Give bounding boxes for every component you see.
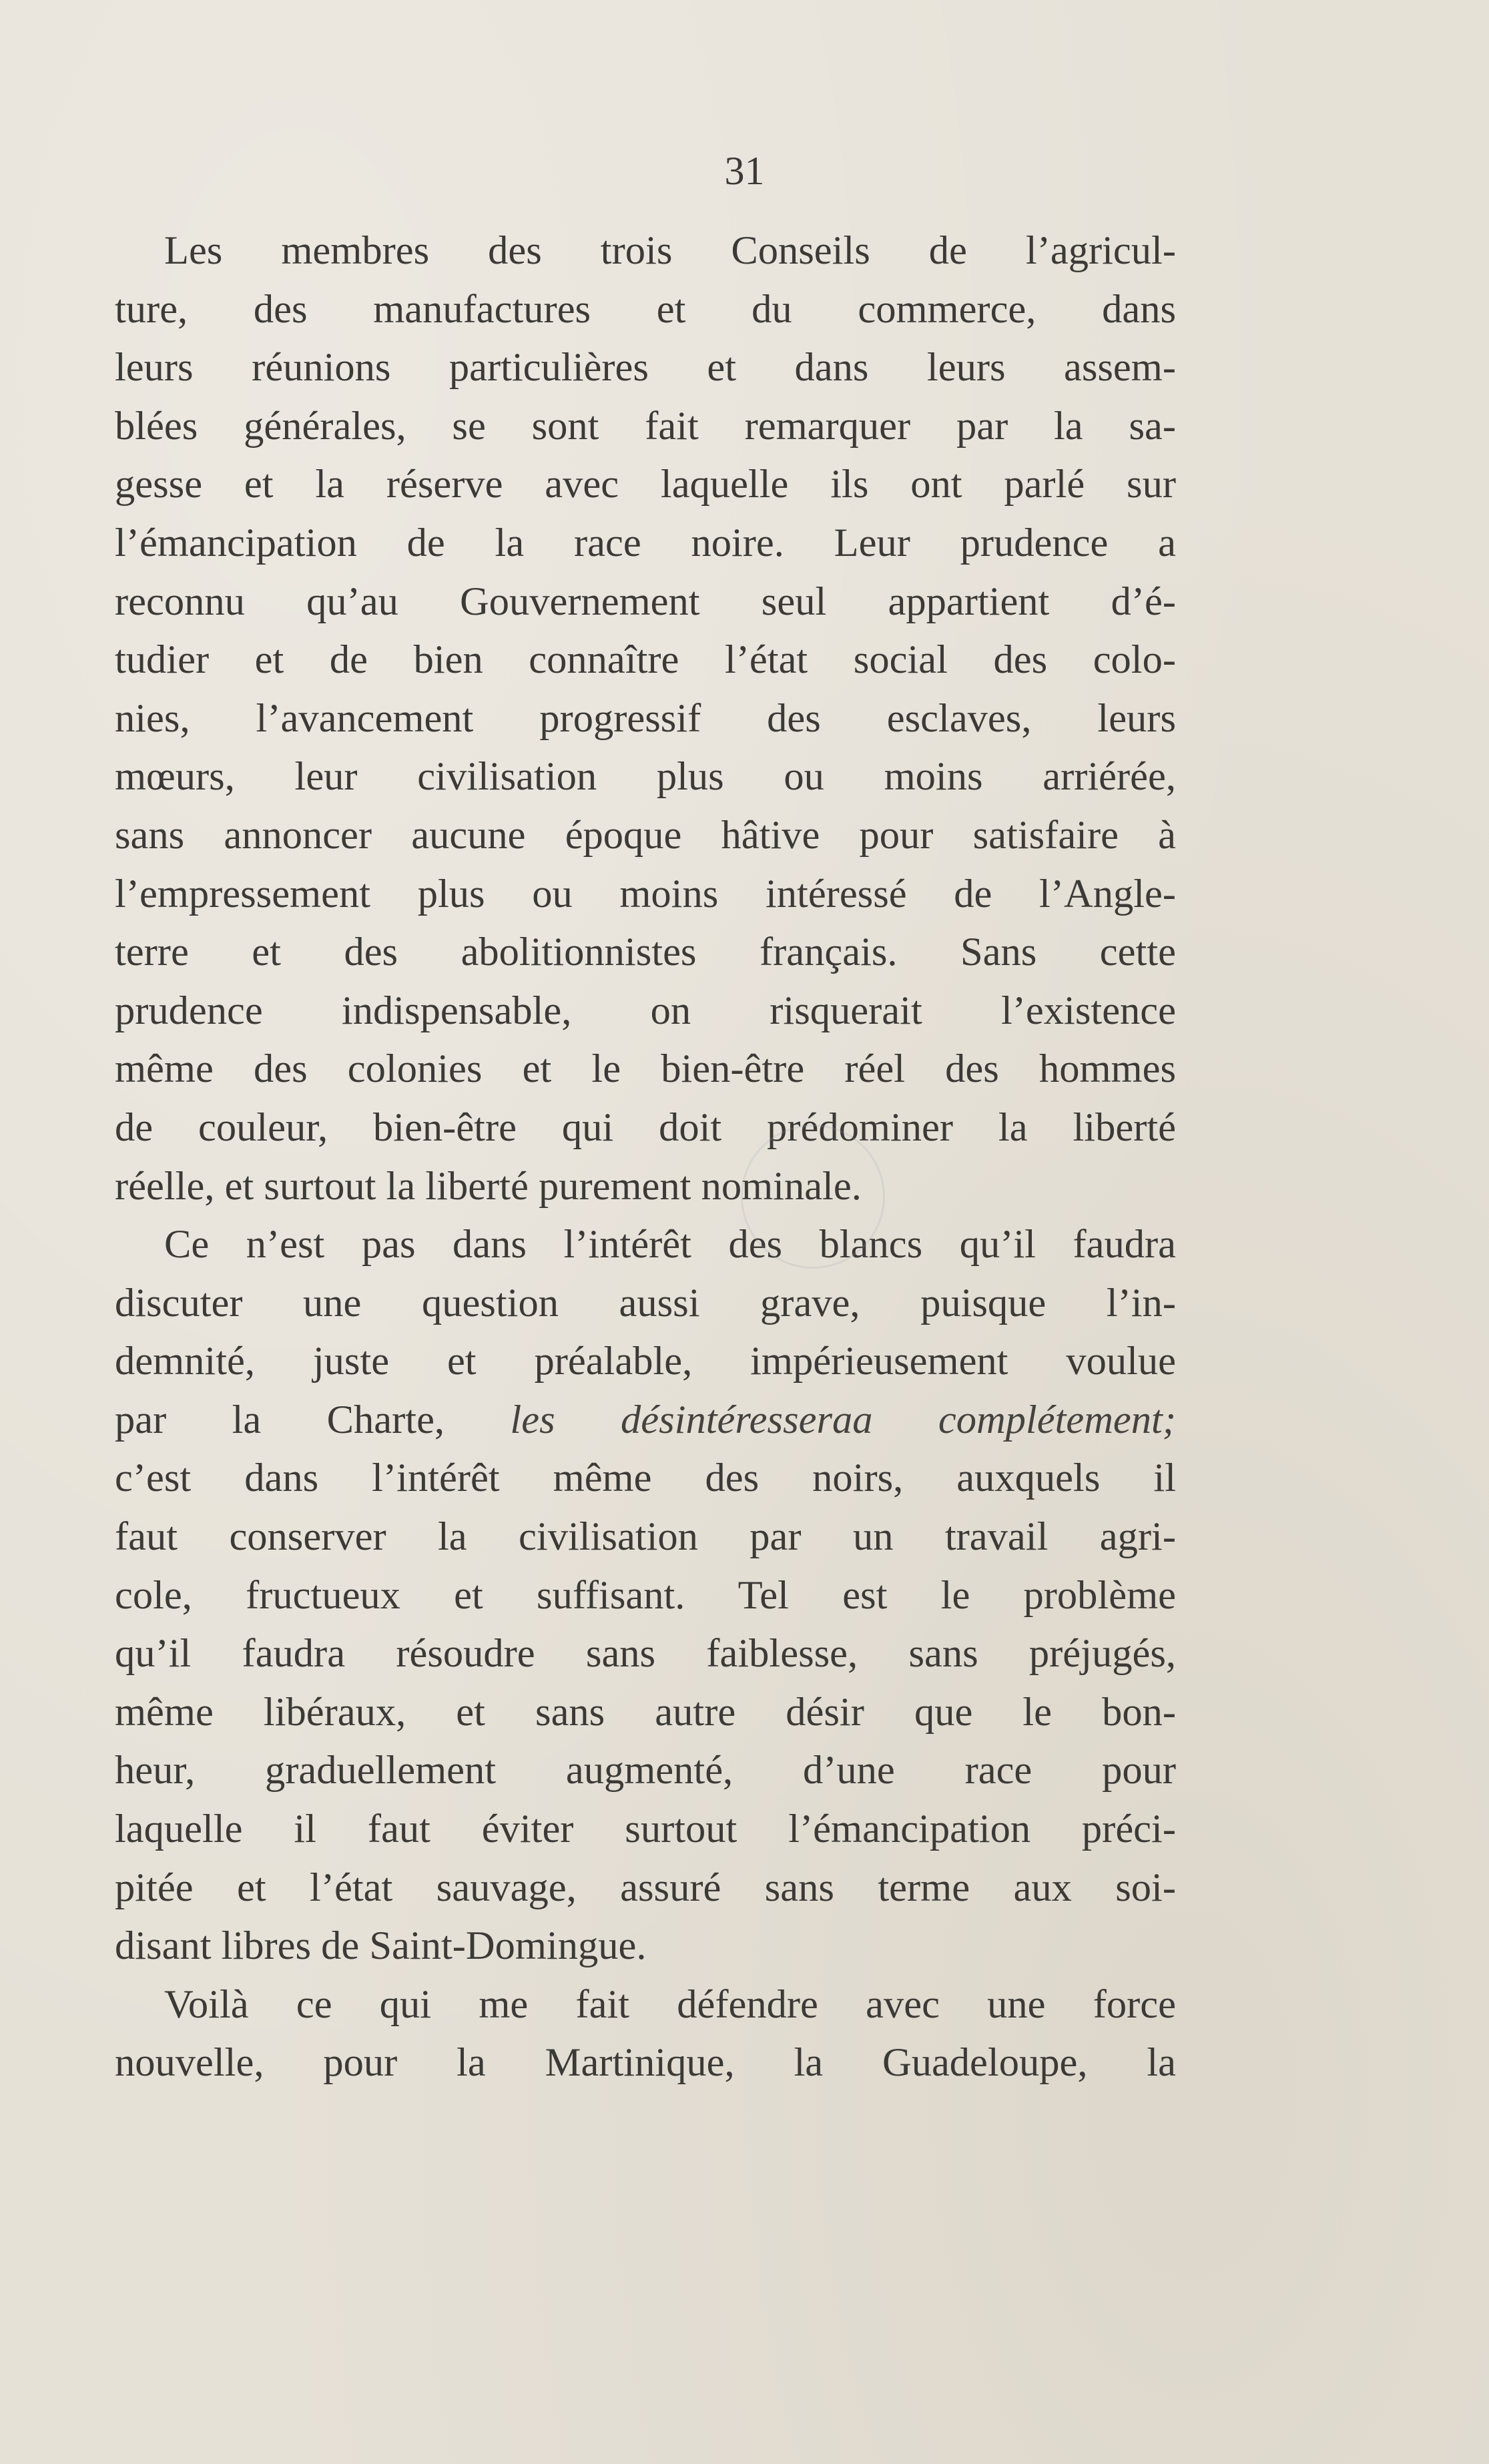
text-line: de couleur, bien-être qui doit prédominer la liberté [115, 1105, 1176, 1150]
text-line: Les membres des trois Conseils de l’agricul- [164, 228, 1176, 273]
text-line: faut conserver la civilisation par un travail agri- [115, 1514, 1176, 1560]
text-line: qu’il faudra résoudre sans faiblesse, sans préjugés, [115, 1631, 1176, 1676]
text-line: tudier et de bien connaître l’état social des colo- [115, 637, 1176, 683]
text-line: discuter une question aussi grave, puisque l’in- [115, 1280, 1176, 1325]
text-line: sans annoncer aucune époque hâtive pour satisfaire à [115, 812, 1176, 858]
paragraph-1 [115, 222, 1176, 1215]
text-line: cole, fructueux et suffisant. Tel est le problème [115, 1572, 1176, 1618]
text-line: nouvelle, pour la Martinique, la Guadeloupe, la [115, 2040, 1176, 2086]
text-line: terre et des abolitionnistes français. Sans cette [115, 930, 1176, 975]
text-line: disant libres de Saint-Domingue. [115, 1923, 647, 1969]
text-line: l’empressement plus ou moins intéressé de l’Angle- [115, 871, 1176, 916]
text-line: pitée et l’état sauvage, assuré sans terme aux soi- [115, 1865, 1176, 1910]
paragraph-2 [115, 1215, 1176, 1975]
text-line: heur, graduellement augmenté, d’une race pour [115, 1748, 1176, 1793]
text-line-with-italic [115, 1391, 1176, 1450]
italic-phrase: les désintéresseraa complétement; [510, 1397, 1176, 1442]
text-line: Ce n’est pas dans l’intérêt des blancs qu’il faudra [164, 1222, 1176, 1267]
text-line: gesse et la réserve avec laquelle ils ont parlé sur [115, 462, 1176, 507]
text-line: blées générales, se sont fait remarquer par la sa- [115, 403, 1176, 448]
text-line: demnité, juste et préalable, impérieusement voulue [115, 1339, 1176, 1384]
text-line: nies, l’avancement progressif des esclaves, leurs [115, 695, 1176, 741]
text-line: prudence indispensable, on risquerait l’existence [115, 988, 1176, 1033]
text-line: Voilà ce qui me fait défendre avec une force [164, 1981, 1176, 2027]
page-number: 31 [724, 149, 765, 193]
text-line: l’émancipation de la race noire. Leur prudence a [115, 520, 1176, 565]
paragraph-3 [115, 1975, 1176, 2092]
text-line: même libéraux, et sans autre désir que le bon- [115, 1689, 1176, 1735]
text-line: c’est dans l’intérêt même des noirs, auxquels il [115, 1456, 1176, 1501]
text-line: mœurs, leur civilisation plus ou moins arriérée, [115, 754, 1176, 800]
text-line: reconnu qu’au Gouvernement seul appartient d’é- [115, 579, 1176, 624]
text-fragment: par la Charte, [115, 1397, 511, 1442]
body-text [115, 222, 1176, 2092]
text-line: réelle, et surtout la liberté purement nominale. [115, 1163, 862, 1209]
text-line: ture, des manufactures et du commerce, dans [115, 286, 1176, 332]
text-line: leurs réunions particulières et dans leurs assem- [115, 345, 1176, 390]
text-line: même des colonies et le bien-être réel des hommes [115, 1046, 1176, 1092]
text-line: laquelle il faut éviter surtout l’émancipation préci- [115, 1807, 1176, 1852]
